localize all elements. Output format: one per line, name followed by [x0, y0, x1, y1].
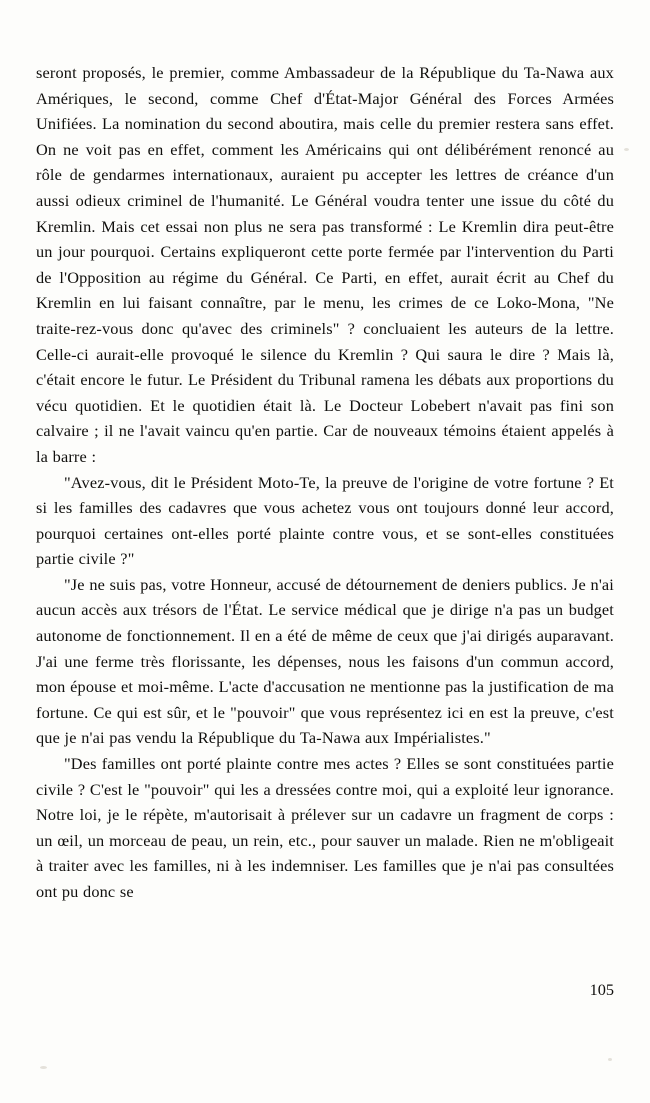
- paragraph: "Des familles ont porté plainte contre mes actes ? Elles se sont constituées partie civile ? C'est le "pouvoir" qui les a dressées contre moi, qui a exploité leur ignorance. Notre loi, je le répète, m'autorisait à prélever sur un cadavre un fragment de corps : un œil, un morceau de peau, un rein, etc., pour sauver un malade. Rien ne m'obligeait à traiter avec les familles, ni à les indemniser. Les familles que je n'ai pas consultées ont pu donc se: [36, 754, 614, 901]
- paragraph: "Avez-vous, dit le Président Moto-Te, la preuve de l'origine de votre fortune ? Et si les familles des cadavres que vous achetez vous ont toujours donné leur accord, pourquoi certaines ont-elles porté plainte contre vous, et se sont-elles constituées partie civile ?": [36, 472, 614, 569]
- paragraph: seront proposés, le premier, comme Ambassadeur de la République du Ta-Nawa aux Amériques, le second, comme Chef d'État-Major Général des Forces Armées Unifiées. La nomination du second aboutira, mais celle du premier restera sans effet. On ne voit pas en effet, comment les Américains qui ont délibérément renoncé au rôle de gendarmes internationaux, auraient pu accepter les lettres de créance d'un aussi odieux criminel de l'humanité. Le Général voudra tenter une issue du côté du Kremlin. Mais cet essai non plus ne sera pas transformé : Le Kremlin dira peut-être un jour pourquoi. Certains expliqueront cette porte fermée par l'intervention du Parti de l'Opposition au régime du Général. Ce Parti, en effet, aurait écrit au Chef du Kremlin en lui faisant connaître, par le menu, les crimes de ce Loko-Mona, "Ne traite-rez-vous donc qu'avec des criminels" ? concluaient les auteurs de la lettre. Celle-ci aurait-elle provoqué le silence du Kremlin ? Qui saura le dire ? Mais là, c'était encore le futur. Le Président du Tribunal ramena les débats aux proportions du vécu quotidien. Et le quotidien était là. Le Docteur Lobebert n'avait pas fini son calvaire ; il ne l'avait vaincu qu'en partie. Car de nouveaux témoins étaient appelés à la barre :: [36, 63, 614, 466]
- paragraph: "Je ne suis pas, votre Honneur, accusé de détournement de deniers publics. Je n'ai aucun accès aux trésors de l'État. Le service médical que je dirige n'a pas un budget autonome de fonctionnement. Il en a été de même de ceux que j'ai dirigés auparavant. J'ai une ferme très florissante, les dépenses, nous les faisons d'un commun accord, mon épouse et moi-même. L'acte d'accusation ne mentionne pas la justification de ma fortune. Ce qui est sûr, et le "pouvoir" que vous représentez ici en est la preuve, c'est que je n'ai pas vendu la République du Ta-Nawa aux Impérialistes.": [36, 574, 614, 748]
- body-text: [36, 60, 614, 905]
- paper-speck: [40, 1066, 47, 1069]
- page-number: 105: [589, 980, 614, 999]
- paper-speck: [608, 1058, 612, 1061]
- paper-speck: [624, 148, 629, 151]
